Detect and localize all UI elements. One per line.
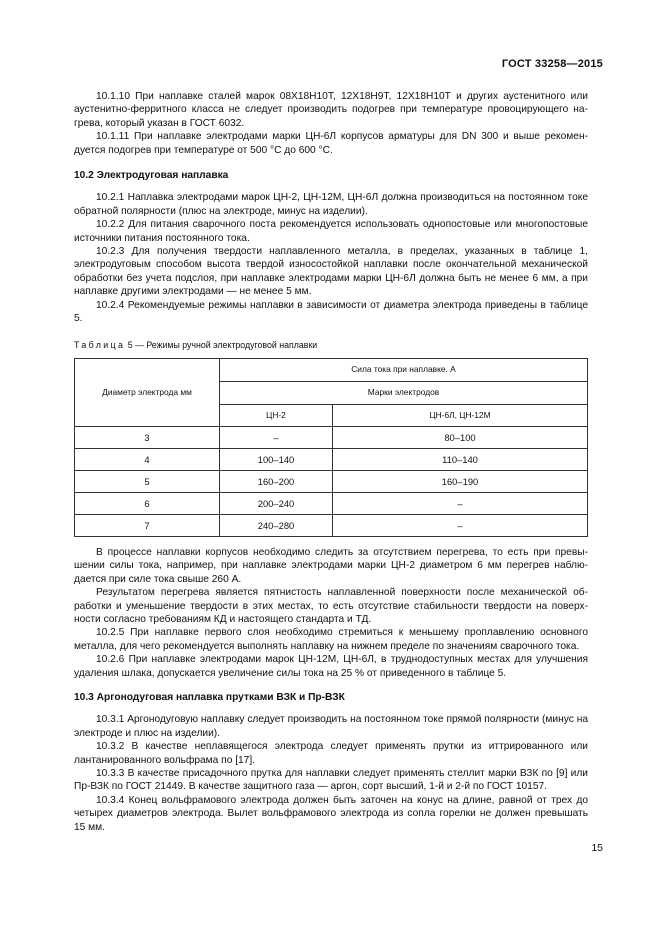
header-cn6: ЦН-6Л, ЦН-12М (333, 404, 588, 426)
table-row (75, 448, 588, 470)
paragraph-10-3-4: 10.3.4 Конец вольфрамового электрода должен быть заточен на конус на длине, равной от трех до четырех диаметров электрода. Вылет вольфрамового электрода из сопла горелки не должен превышать 15 мм. (74, 794, 588, 833)
paragraph-overheat: В процессе наплавки корпусов необходимо следить за отсутствием перегрева, то есть при превышении силы тока, например, при наплавке электродами марки ЦН-2 диаметром 6 мм перегрев наблюдается при силе тока свыше 260 А. (74, 546, 588, 585)
paragraph-10-2-3: 10.2.3 Для получения твердости наплавленного металла, в пределах, указанных в таблице 1, электродуговым способом высота твердой износостойкой наплавки после окончательной механической обработки без учета подслоя, при наплавке электродами марки ЦН-6Л должна быть не менее 6 мм, а при наплавке другими электродами — не менее 5 мм. (74, 246, 588, 298)
paragraph-10-2-1: 10.2.1 Наплавка электродами марок ЦН-2, ЦН-12М, ЦН-6Л должна производиться на постоянном токе обратной полярности (плюс на электроде, минус на изделии). (74, 192, 588, 217)
header-brands: Марки электродов (220, 381, 588, 404)
cell-diameter: 5 (75, 470, 220, 492)
paragraph-10-1-10: 10.1.10 При наплавке сталей марок 08Х18Н10Т, 12Х18Н9Т, 12Х18Н10Т и других аустенитного или аустенитно-ферритного класса не следует производить подогрев при температуре провоцирующего нагрева, который указан в ГОСТ 6032. (74, 91, 588, 129)
paragraph-overheat-result: Результатом перегрева является пятнистость наплавленной поверхности после механической обработки и уменьшение твердости в этих местах, то есть отсутствие стабильности твердости на поверхности согласно требованиям КД и настоящего стандарта и ТД. (74, 587, 588, 625)
cell-cn6: 110–140 (333, 448, 588, 470)
cell-diameter: 7 (75, 514, 220, 536)
cell-cn2: 100–140 (220, 448, 333, 470)
cell-cn6: – (333, 514, 588, 536)
table-row (75, 492, 588, 514)
paragraph-10-2-5: 10.2.5 При наплавке первого слоя необходимо стремиться к меньшему проплавлению основного металла, для чего рекомендуется выполнять наплавку на нижнем пределе по значениям сварочного тока. (74, 627, 588, 652)
cell-cn2: 240–280 (220, 514, 333, 536)
cell-diameter: 3 (75, 426, 220, 448)
cell-cn6: – (333, 492, 588, 514)
cell-cn6: 80–100 (333, 426, 588, 448)
table-5 (74, 358, 588, 537)
header-cn2: ЦН-2 (220, 404, 333, 426)
page-number: 15 (591, 842, 603, 854)
paragraph-10-3-3: 10.3.3 В качестве присадочного прутка для наплавки следует применять стеллит марки ВЗК по [9] или Пр-ВЗК по ГОСТ 21449. В качестве защитного газа — аргон, сорт высший, 1-й и 2-й по ГОСТ 10157. (74, 768, 588, 793)
document-code: ГОСТ 33258—2015 (501, 58, 603, 70)
paragraph-10-2-4: 10.2.4 Рекомендуемые режимы наплавки в зависимости от диаметра электрода приведены в таблице 5. (74, 299, 588, 325)
table-row (75, 514, 588, 536)
paragraph-10-3-1: 10.3.1 Аргонодуговую наплавку следует производить на постоянном токе прямой полярности (минус на электроде и плюс на изделии). (74, 714, 588, 739)
section-title-10-3: 10.3 Аргонодуговая наплавка прутками ВЗК и Пр-ВЗК (74, 691, 345, 703)
cell-cn2: 200–240 (220, 492, 333, 514)
table-caption (74, 339, 588, 352)
paragraph-10-1-11: 10.1.11 При наплавке электродами марки ЦН-6Л корпусов арматуры для DN 300 и выше рекомендуется подогрев при температуре от 500 °С до 600 °С. (74, 131, 588, 156)
page-content (74, 90, 588, 834)
table-row (75, 426, 588, 448)
cell-cn6: 160–190 (333, 470, 588, 492)
table-row (75, 470, 588, 492)
cell-cn2: – (220, 426, 333, 448)
paragraph-10-3-2: 10.3.2 В качестве неплавящегося электрода следует применять прутки из иттрированного или лантанированного вольфрама по [17]. (74, 741, 588, 766)
section-title-10-2: 10.2 Электродуговая наплавка (74, 170, 229, 182)
table-caption-text: 5 — Режимы ручной электродуговой наплавки (127, 339, 318, 350)
cell-cn2: 160–200 (220, 470, 333, 492)
paragraph-10-2-6: 10.2.6 При наплавке электродами марок ЦН-12М, ЦН-6Л, в труднодоступных местах для улучшения удаления шлака, допускается увеличение силы тока на 25 % от приведенного в таблице 5. (74, 654, 588, 679)
header-current: Сила тока при наплавке. А (220, 358, 588, 381)
header-diameter: Диаметр электрода мм (75, 358, 220, 426)
cell-diameter: 4 (75, 448, 220, 470)
cell-diameter: 6 (75, 492, 220, 514)
paragraph-10-2-2: 10.2.2 Для питания сварочного поста рекомендуется использовать однопостовые или многопостовые источники питания постоянного тока. (74, 219, 588, 244)
table-caption-word: Таблица (74, 339, 126, 350)
